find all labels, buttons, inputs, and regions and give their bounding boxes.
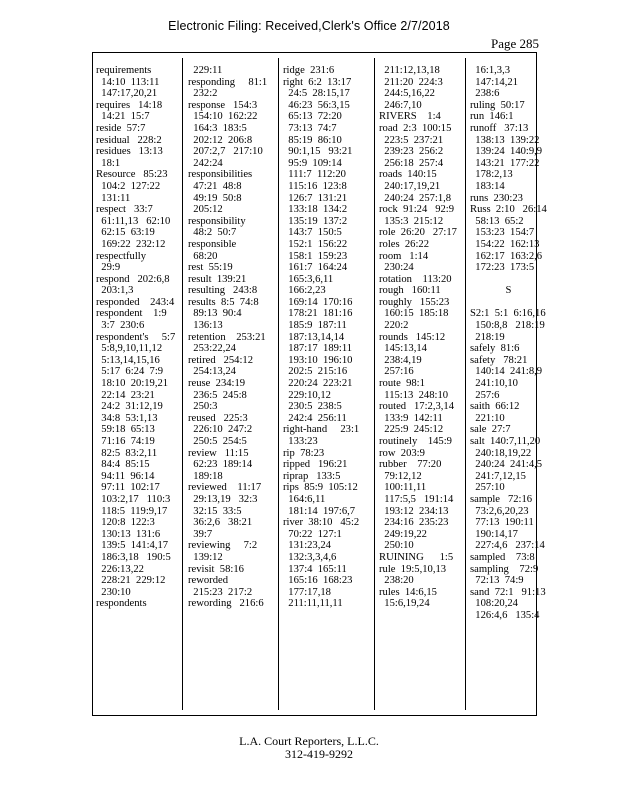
index-entry-line: 62:23 189:14 (188, 459, 253, 471)
index-entry-line: 59:18 65:13 (96, 424, 155, 436)
index-entry-line: sampling 72:9 (470, 563, 539, 575)
index-entry-line (470, 274, 547, 286)
index-entry-line: result 139:21 (188, 273, 247, 285)
index-entry-line: 137:4 165:11 (283, 563, 347, 575)
index-entry-line: 139:24 140:9,9 (470, 146, 543, 158)
index-entry-line: 100:11,11 (379, 482, 427, 494)
index-entry-line: 29:13,19 32:3 (188, 493, 258, 505)
index-entry-line: reside 57:7 (96, 122, 146, 134)
section-letter: S (505, 285, 512, 297)
index-entry-line: rounds 145:12 (379, 331, 446, 343)
index-entry-line: respondents (96, 598, 147, 610)
index-entry-line: 108:20,24 (470, 598, 518, 610)
index-entry-line: 73:2,6,20,23 (470, 505, 529, 517)
index-entry-line: rules 14:6,15 (379, 586, 437, 598)
index-entry-line: 242:24 (188, 157, 223, 169)
index-entry-line: rewording 216:6 (188, 598, 264, 610)
index-entry-line: 240:17,19,21 (379, 180, 441, 192)
index-entry-line: 90:1,15 93:21 (283, 146, 353, 158)
index-entry-line: sand 72:1 91:13 (470, 586, 546, 598)
index-entry-line: 46:23 56:3,15 (283, 99, 350, 111)
index-entry-line: 193:10 196:10 (283, 354, 353, 366)
index-entry-line: 242:4 256:11 (283, 412, 347, 424)
index-entry-line: 95:9 109:14 (283, 157, 342, 169)
index-entry-line: 24:5 28:15,17 (283, 88, 350, 100)
index-entry-line: RIVERS 1:4 (379, 111, 441, 123)
index-entry-line: 211:11,11,11 (283, 598, 343, 610)
index-entry-line: retention 253:21 (188, 331, 266, 343)
index-entry-line: 24:2 31:12,19 (96, 401, 163, 413)
index-entry-line: 133:18 134:2 (283, 204, 348, 216)
index-entry-line: residues 13:13 (96, 146, 163, 158)
column-divider (182, 58, 183, 710)
index-entry-line: 97:11 102:17 (96, 482, 160, 494)
index-entry-line: route 98:1 (379, 378, 425, 390)
index-entry-line: rotation 113:20 (379, 273, 452, 285)
page-number: Page 285 (490, 36, 539, 51)
index-entry-line: 73:13 74:7 (283, 122, 337, 134)
index-entry-line: 193:12 234:13 (379, 505, 449, 517)
index-entry-line: 5:8,9,10,11,12 (96, 343, 163, 355)
column-divider (278, 58, 279, 710)
index-entry-line: 49:19 50:8 (188, 192, 242, 204)
index-entry-line: reworded (188, 575, 229, 587)
index-entry-line: 161:7 164:24 (283, 262, 348, 274)
index-entry-line: 164:3 183:5 (188, 122, 247, 134)
footer (0, 735, 618, 761)
index-entry-line: 166:2,23 (283, 285, 326, 297)
index-entry-line: river 38:10 45:2 (283, 517, 360, 529)
index-entry-line: 244:5,16,22 (379, 88, 435, 100)
index-entry-line: 130:13 131:6 (96, 528, 161, 540)
index-entry-line: riprap 133:5 (283, 470, 341, 482)
index-entry-line: responsibility (188, 215, 246, 227)
index-entry-line: 126:7 131:21 (283, 192, 348, 204)
index-entry-line: 111:7 112:20 (283, 169, 346, 181)
index-entry-line: 36:2,6 38:21 (188, 517, 253, 529)
index-entry-line: 118:5 119:9,17 (96, 505, 168, 517)
index-entry-line: 126:4,6 135:4 (470, 609, 540, 621)
index-entry-line: sale 27:7 (470, 424, 511, 436)
index-entry-line: rip 78:23 (283, 447, 325, 459)
index-entry-line: 215:23 217:2 (188, 586, 253, 598)
index-entry-line: 250:3 (188, 401, 218, 413)
index-entry-line: 65:13 72:20 (283, 111, 342, 123)
index-entry-line: 238:20 (379, 575, 414, 587)
index-entry-line: 34:8 53:1,13 (96, 412, 158, 424)
index-entry-line: 218:19 (470, 331, 505, 343)
index-entry-line: reviewing 7:2 (188, 540, 258, 552)
index-entry-line: retired 254:12 (188, 354, 254, 366)
index-entry-line: 230:5 238:5 (283, 401, 342, 413)
index-entry-line: right 6:2 13:17 (283, 76, 352, 88)
index-entry-line: safety 78:21 (470, 354, 528, 366)
index-entry-line: 186:3,18 190:5 (96, 551, 171, 563)
index-entry-line: 5:13,14,15,16 (96, 354, 160, 366)
index-entry-line: respectfully (96, 250, 147, 262)
index-entry-line: sampled 73:8 (470, 551, 535, 563)
index-entry-line: roles 26:22 (379, 238, 430, 250)
index-entry-line: 72:13 74:9 (470, 575, 524, 587)
index-entry-line: 58:13 65:2 (470, 215, 524, 227)
index-entry-line: 147:14,21 (470, 76, 518, 88)
index-entry-line: rubber 77:20 (379, 459, 442, 471)
index-entry-line: 104:2 127:22 (96, 180, 161, 192)
column-divider (465, 58, 466, 710)
index-entry-line: 164:6,11 (283, 493, 326, 505)
index-entry-line: 29:9 (96, 262, 121, 274)
index-entry-line: 133:9 142:11 (379, 412, 443, 424)
index-entry-line: run 146:1 (470, 111, 514, 123)
index-entry-line: 14:10 113:11 (96, 76, 160, 88)
index-entry-line: 226:13,22 (96, 563, 144, 575)
index-entry-line: 22:14 23:21 (96, 389, 155, 401)
court-reporter-phone: 312-419-9292 (285, 747, 353, 761)
index-entry-line: role 26:20 27:17 (379, 227, 457, 239)
index-entry-line: 211:20 224:3 (379, 76, 443, 88)
index-entry-line: runoff 37:13 (470, 122, 529, 134)
index-entry-line: 5:17 6:24 7:9 (96, 366, 164, 378)
index-entry-line: salt 140:7,11,20 (470, 436, 541, 447)
index-entry-line: responsible (188, 238, 237, 250)
index-entry-line: 135:3 215:12 (379, 215, 444, 227)
index-entry-line: 139:12 (188, 551, 223, 563)
index-entry-line: review 11:15 (188, 447, 249, 459)
index-entry-line: responsibilities (188, 169, 253, 181)
index-entry-line: road 2:3 100:15 (379, 122, 452, 134)
index-entry-line: rule 19:5,10,13 (379, 563, 447, 575)
index-entry-line: 257:6 (470, 389, 500, 401)
index-entry-line: resulting 243:8 (188, 285, 258, 297)
index-entry-line: Resource 85:23 (96, 169, 168, 181)
index-entry-line: 145:13,14 (379, 343, 427, 355)
index-entry-line: 68:20 (188, 250, 218, 262)
index-entry-line: requirements (96, 65, 152, 76)
index-entry-line: right-hand 23:1 (283, 424, 360, 436)
index-entry-line: 47:21 48:8 (188, 180, 242, 192)
index-entry-line: respond 202:6,8 (96, 273, 170, 285)
index-entry-line: safely 81:6 (470, 343, 520, 355)
index-entry-line: ridge 231:6 (283, 65, 335, 76)
index-entry-line: 48:2 50:7 (188, 227, 237, 239)
index-entry-line: 62:15 63:19 (96, 227, 155, 239)
index-entry-line: 226:10 247:2 (188, 424, 253, 436)
index-entry-line: 172:23 173:5 (470, 262, 535, 274)
index-entry-line: 71:16 74:19 (96, 436, 155, 447)
index-entry-line: roads 140:15 (379, 169, 437, 181)
index-entry-line: residual 228:2 (96, 134, 162, 146)
index-entry-line: 94:11 96:14 (96, 470, 155, 482)
index-entry-line: S2:1 5:1 6:16,16 (470, 308, 546, 320)
index-entry-line: 82:5 83:2,11 (96, 447, 158, 459)
index-entry-line: 61:11,13 62:10 (96, 215, 171, 227)
index-frame (92, 52, 547, 716)
index-entry-line: respondent's 5:7 (96, 331, 176, 343)
index-entry-line: 178:21 181:16 (283, 308, 353, 320)
index-entry-line: 152:1 156:22 (283, 238, 348, 250)
index-entry-line: 229:10,12 (283, 389, 331, 401)
index-entry-line: 240:24 257:1,8 (379, 192, 452, 204)
index-entry-line: 187:13,14,14 (283, 331, 345, 343)
index-entry-line: 89:13 90:4 (188, 308, 242, 320)
index-entry-line: sample 72:16 (470, 493, 533, 505)
index-entry-line: 187:17 189:11 (283, 343, 353, 355)
index-entry-line: 249:19,22 (379, 528, 427, 540)
index-entry-line: 165:16 168:23 (283, 575, 353, 587)
index-entry-line: ripped 196:21 (283, 459, 348, 471)
index-entry-line: 16:1,3,3 (470, 65, 511, 76)
index-entry-line: 239:23 256:2 (379, 146, 444, 158)
index-entry-line: 79:12,12 (379, 470, 422, 482)
index-entry-line: 190:14,17 (470, 528, 518, 540)
index-entry-line: 257:16 (379, 366, 414, 378)
index-column-1 (96, 65, 175, 610)
index-entry-line: 32:15 33:5 (188, 505, 242, 517)
index-entry-line: 228:21 229:12 (96, 575, 166, 587)
index-entry-line: 18:1 (96, 157, 121, 169)
index-entry-line: rest 55:19 (188, 262, 233, 274)
index-entry-line: 181:14 197:6,7 (283, 505, 356, 517)
index-entry-line: 150:8,8 218:19 (470, 320, 545, 332)
index-entry-line: 154:10 162:22 (188, 111, 258, 123)
index-entry-line: 153:23 154:7 (470, 227, 535, 239)
index-entry-line: 120:8 122:3 (96, 517, 155, 529)
index-entry-line: 250:5 254:5 (188, 436, 247, 447)
index-entry-line: 225:9 245:12 (379, 424, 444, 436)
index-entry-line: 257:10 (470, 482, 505, 494)
index-entry-line: 160:15 185:18 (379, 308, 449, 320)
index-entry-line: 227:4,6 237:14 (470, 540, 545, 552)
index-column-5 (470, 65, 547, 622)
index-entry-line: 133:23 (283, 436, 318, 447)
index-entry-line: 220:24 223:21 (283, 378, 353, 390)
index-entry-line: 84:4 85:15 (96, 459, 150, 471)
index-entry-line: 162:17 163:2,6 (470, 250, 543, 262)
index-entry-line: 177:17,18 (283, 586, 331, 598)
index-entry-line: 39:7 (188, 528, 213, 540)
index-entry-line: 230:24 (379, 262, 414, 274)
index-entry-line: 236:5 245:8 (188, 389, 247, 401)
index-entry-line: 131:23,24 (283, 540, 331, 552)
index-entry-line: respondent 1:9 (96, 308, 167, 320)
index-entry-line: 203:1,3 (96, 285, 134, 297)
index-entry-line: 254:13,24 (188, 366, 236, 378)
index-column-4 (379, 65, 457, 610)
index-entry-line: roughly 155:23 (379, 296, 450, 308)
index-entry-line: 139:5 141:4,17 (96, 540, 169, 552)
index-entry-line: 158:1 159:23 (283, 250, 348, 262)
index-entry-line: 103:2,17 110:3 (96, 493, 171, 505)
index-entry-line: reviewed 11:17 (188, 482, 262, 494)
index-entry-line: 77:13 190:11 (470, 517, 534, 529)
index-entry-line: reuse 234:19 (188, 378, 246, 390)
index-entry-line: 223:5 237:21 (379, 134, 444, 146)
index-entry-line: 115:13 248:10 (379, 389, 449, 401)
index-entry-line: 169:22 232:12 (96, 238, 166, 250)
index-entry-line: ruling 50:17 (470, 99, 525, 111)
index-entry-line: 241:7,12,15 (470, 470, 526, 482)
index-entry-line: 189:18 (188, 470, 223, 482)
index-entry-line: 232:2 (188, 88, 218, 100)
index-entry-line: reused 225:3 (188, 412, 248, 424)
index-entry-line: 256:18 257:4 (379, 157, 444, 169)
index-entry-line (470, 297, 547, 309)
index-entry-line: 229:11 (188, 65, 223, 76)
index-entry-line: 183:14 (470, 180, 505, 192)
index-entry-line: 240:18,19,22 (470, 447, 532, 459)
index-entry-line: 220:2 (379, 320, 409, 332)
index-column-3 (283, 65, 359, 610)
index-entry-line: 154:22 162:13 (470, 238, 540, 250)
index-entry-line: row 203:9 (379, 447, 425, 459)
index-entry-line: revisit 58:16 (188, 563, 244, 575)
index-column-2 (188, 65, 267, 610)
index-entry-line: runs 230:23 (470, 192, 523, 204)
index-entry-line: routinely 145:9 (379, 436, 452, 447)
index-entry-line: 70:22 127:1 (283, 528, 342, 540)
index-entry-line: responded 243:4 (96, 296, 175, 308)
index-entry-line: 135:19 137:2 (283, 215, 348, 227)
index-entry-line: 238:6 (470, 88, 500, 100)
index-entry-line: 240:24 241:4,5 (470, 459, 543, 471)
index-entry-line: room 1:14 (379, 250, 429, 262)
index-entry-line: response 154:3 (188, 99, 258, 111)
index-entry-line: saith 66:12 (470, 401, 520, 413)
index-entry-line: routed 17:2,3,14 (379, 401, 455, 413)
index-entry-line: 15:6,19,24 (379, 598, 430, 610)
index-entry-line: 230:10 (96, 586, 131, 598)
index-entry-line: requires 14:18 (96, 99, 163, 111)
index-entry-line: responding 81:1 (188, 76, 268, 88)
index-entry-line: 253:22,24 (188, 343, 236, 355)
index-entry-line: 202:5 215:16 (283, 366, 348, 378)
index-entry-line: 131:11 (96, 192, 131, 204)
index-entry-line: 241:10,10 (470, 378, 518, 390)
index-entry-line: 178:2,13 (470, 169, 513, 181)
index-entry-line: 246:7,10 (379, 99, 422, 111)
index-entry-line: RUINING 1:5 (379, 551, 454, 563)
column-divider (374, 58, 375, 710)
index-entry-line: 165:3,6,11 (283, 273, 334, 285)
index-entry-line: 143:21 177:22 (470, 157, 540, 169)
index-entry-line: rips 85:9 105:12 (283, 482, 358, 494)
index-entry-line: 132:3,3,4,6 (283, 551, 337, 563)
index-entry-line: 143:7 150:5 (283, 227, 342, 239)
index-entry-line: 147:17,20,21 (96, 88, 158, 100)
index-entry-line: 14:21 15:7 (96, 111, 150, 123)
index-entry-line: 140:14 241:8,9 (470, 366, 543, 378)
index-entry-line: rock 91:24 92:9 (379, 204, 455, 216)
court-reporter-name: L.A. Court Reporters, L.L.C. (239, 734, 379, 748)
index-entry-line: 221:10 (470, 412, 505, 424)
index-entry-line: 202:12 206:8 (188, 134, 253, 146)
index-entry-line: 117:5,5 191:14 (379, 493, 454, 505)
index-entry-line: 136:13 (188, 320, 223, 332)
index-entry-line: 205:12 (188, 204, 223, 216)
index-entry-line: 115:16 123:8 (283, 180, 347, 192)
index-entry-line: 85:19 86:10 (283, 134, 342, 146)
index-entry-line: Russ 2:10 26:14 (470, 204, 547, 216)
index-entry-line: rough 160:11 (379, 285, 441, 297)
index-entry-line: 18:10 20:19,21 (96, 378, 169, 390)
index-entry-line: 138:13 139:22 (470, 134, 540, 146)
index-entry-line: 207:2,7 217:10 (188, 146, 263, 158)
index-entry-line: 169:14 170:16 (283, 296, 353, 308)
index-entry-line: 211:12,13,18 (379, 65, 440, 76)
index-entry-line: 185:9 187:11 (283, 320, 347, 332)
index-entry-line: 3:7 230:6 (96, 320, 145, 332)
index-entry-line: 238:4,19 (379, 354, 422, 366)
index-entry-line: respect 33:7 (96, 204, 153, 216)
index-entry-line: results 8:5 74:8 (188, 296, 259, 308)
index-entry-line: 234:16 235:23 (379, 517, 449, 529)
filing-header: Electronic Filing: Received,Clerk's Office 2/7/2018 (168, 19, 450, 33)
index-entry-line: 250:10 (379, 540, 414, 552)
